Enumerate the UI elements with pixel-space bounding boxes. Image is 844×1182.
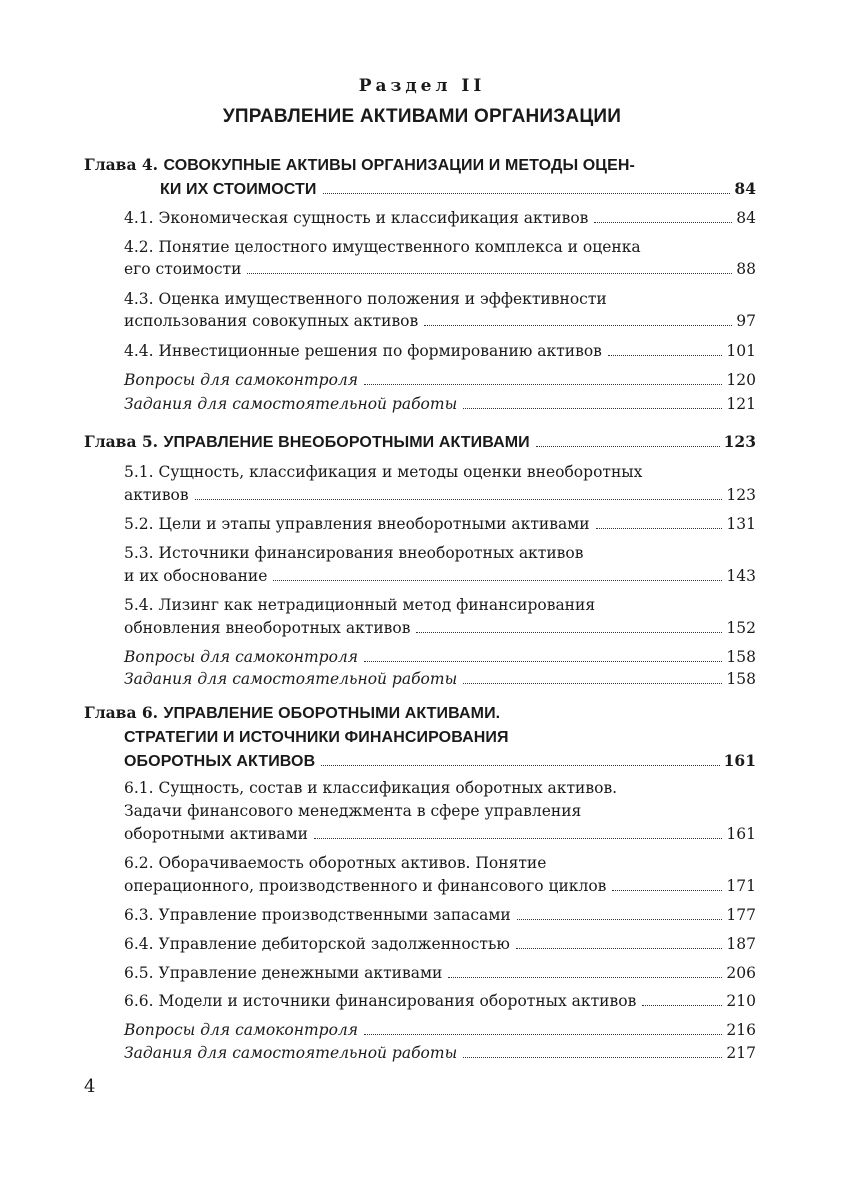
chapter-6-heading-cont[interactable]: ОБОРОТНЫХ АКТИВОВ 161: [124, 751, 756, 770]
toc-entry[interactable]: его стоимости 88: [124, 260, 756, 278]
chapter-6-heading-line2: СТРАТЕГИИ И ИСТОЧНИКИ ФИНАНСИРОВАНИЯ: [124, 729, 509, 746]
toc-entry[interactable]: 6.3. Управление производственными запасами 177: [124, 906, 756, 924]
page-ref: 84: [734, 179, 756, 198]
toc-entry[interactable]: 5.2. Цели и этапы управления внеоборотными активами 131: [124, 515, 756, 533]
section-label: Раздел II: [358, 76, 486, 96]
toc-entry-questions[interactable]: Вопросы для самоконтроля 158: [124, 648, 756, 666]
chapter-4-heading: Глава 4. СОВОКУПНЫЕ АКТИВЫ ОРГАНИЗАЦИИ И МЕТОДЫ ОЦЕН-: [84, 155, 635, 174]
toc-entry[interactable]: 6.6. Модели и источники финансирования оборотных активов 210: [124, 992, 756, 1010]
toc-entry-line1: 4.3. Оценка имущественного положения и эффективности: [124, 290, 607, 308]
toc-entry-line1: 6.1. Сущность, состав и классификация оборотных активов.: [124, 779, 618, 797]
toc-entry[interactable]: активов 123: [124, 486, 756, 504]
chapter-5-heading[interactable]: Глава 5. УПРАВЛЕНИЕ ВНЕОБОРОТНЫМИ АКТИВАМИ 123: [84, 432, 756, 451]
toc-entry-questions[interactable]: Вопросы для самоконтроля 216: [124, 1021, 756, 1039]
toc-entry[interactable]: 4.1. Экономическая сущность и классификация активов 84: [124, 209, 756, 227]
toc-entry[interactable]: использования совокупных активов 97: [124, 312, 756, 330]
toc-entry[interactable]: и их обоснование 143: [124, 567, 756, 585]
toc-entry-line2: Задачи финансового менеджмента в сфере управления: [124, 802, 582, 820]
chapter-4-heading-cont[interactable]: КИ ИХ СТОИМОСТИ 84: [160, 179, 756, 198]
toc-entry[interactable]: операционного, производственного и финансового циклов 171: [124, 877, 756, 895]
toc-entry[interactable]: оборотными активами 161: [124, 825, 756, 843]
toc-entry-line1: 5.4. Лизинг как нетрадиционный метод финансирования: [124, 596, 596, 614]
toc-entry-assignments[interactable]: Задания для самостоятельной работы 121: [124, 395, 756, 413]
toc-entry-line1: 5.1. Сущность, классификация и методы оценки внеоборотных: [124, 463, 643, 481]
toc-entry-assignments[interactable]: Задания для самостоятельной работы 217: [124, 1044, 756, 1062]
toc-entry[interactable]: 6.5. Управление денежными активами 206: [124, 964, 756, 982]
toc-entry[interactable]: 4.4. Инвестиционные решения по формированию активов 101: [124, 342, 756, 360]
section-title: УПРАВЛЕНИЕ АКТИВАМИ ОРГАНИЗАЦИИ: [222, 106, 622, 127]
toc-entry[interactable]: обновления внеоборотных активов 152: [124, 619, 756, 637]
toc-entry-line1: 4.2. Понятие целостного имущественного комплекса и оценка: [124, 238, 641, 256]
toc-entry-line1: 5.3. Источники финансирования внеоборотных активов: [124, 544, 584, 562]
toc-entry-line1: 6.2. Оборачиваемость оборотных активов. Понятие: [124, 854, 547, 872]
toc-entry-assignments[interactable]: Задания для самостоятельной работы 158: [124, 670, 756, 688]
page-number: 4: [84, 1076, 96, 1097]
chapter-6-heading: Глава 6. УПРАВЛЕНИЕ ОБОРОТНЫМИ АКТИВАМИ.: [84, 703, 501, 722]
toc-entry-questions[interactable]: Вопросы для самоконтроля 120: [124, 371, 756, 389]
toc-entry[interactable]: 6.4. Управление дебиторской задолженностью 187: [124, 935, 756, 953]
